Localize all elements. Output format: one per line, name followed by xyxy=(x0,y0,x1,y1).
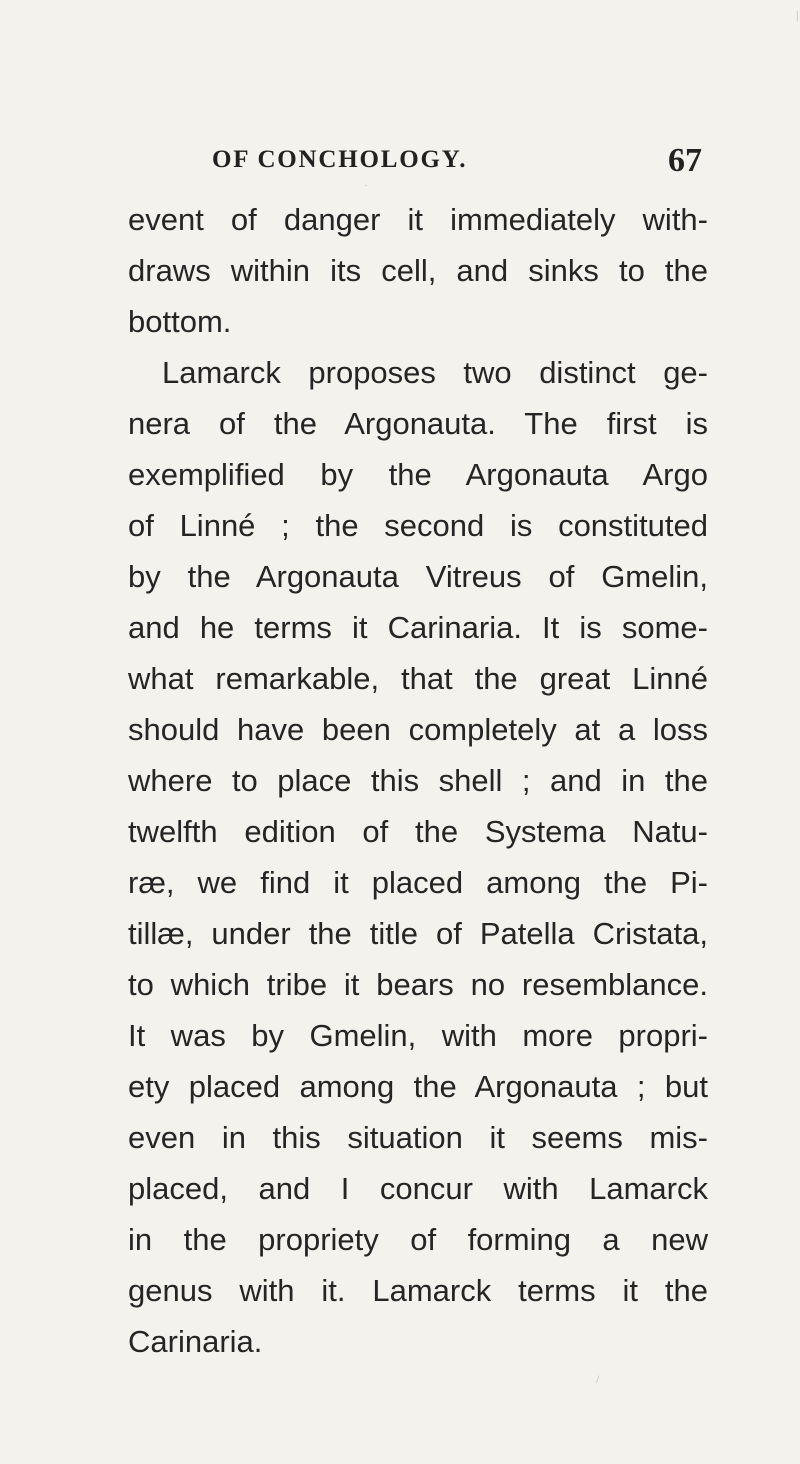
paper-speck: / xyxy=(596,1372,600,1386)
text-line: and he terms it Carinaria. It is some- xyxy=(128,610,708,645)
text-line: draws within its cell, and sinks to the xyxy=(128,253,708,288)
text-line: even in this situation it seems mis- xyxy=(128,1120,708,1155)
text-line: ety placed among the Argonauta ; but xyxy=(128,1069,708,1104)
paper-speck: | xyxy=(796,8,799,22)
text-line: ræ, we find it placed among the Pi- xyxy=(128,865,708,900)
text-line: exemplified by the Argonauta Argo xyxy=(128,457,708,492)
text-line: bottom. xyxy=(128,304,232,339)
body-text xyxy=(128,194,708,1367)
text-line: nera of the Argonauta. The first is xyxy=(128,406,708,441)
text-line: to which tribe it bears no resemblance. xyxy=(128,967,708,1002)
paper-speck: · xyxy=(364,178,368,192)
text-line: tillæ, under the title of Patella Cristata, xyxy=(128,916,708,951)
running-header xyxy=(212,142,702,192)
text-line: where to place this shell ; and in the xyxy=(128,763,708,798)
text-line: It was by Gmelin, with more propri- xyxy=(128,1018,708,1053)
page-number: 67 xyxy=(668,142,702,179)
text-line: event of danger it immediately with- xyxy=(128,202,708,237)
text-line: Carinaria. xyxy=(128,1324,263,1359)
text-line: in the propriety of forming a new xyxy=(128,1222,708,1257)
text-line: of Linné ; the second is constituted xyxy=(128,508,708,543)
text-line: what remarkable, that the great Linné xyxy=(128,661,708,696)
text-line: genus with it. Lamarck terms it the xyxy=(128,1273,708,1308)
text-line: should have been completely at a loss xyxy=(128,712,708,747)
running-header-title: OF CONCHOLOGY. xyxy=(212,146,468,173)
paragraph-first-line: Lamarck proposes two distinct ge- xyxy=(162,355,708,390)
text-line: placed, and I concur with Lamarck xyxy=(128,1171,708,1206)
text-line: twelfth edition of the Systema Natu- xyxy=(128,814,708,849)
text-line: by the Argonauta Vitreus of Gmelin, xyxy=(128,559,708,594)
